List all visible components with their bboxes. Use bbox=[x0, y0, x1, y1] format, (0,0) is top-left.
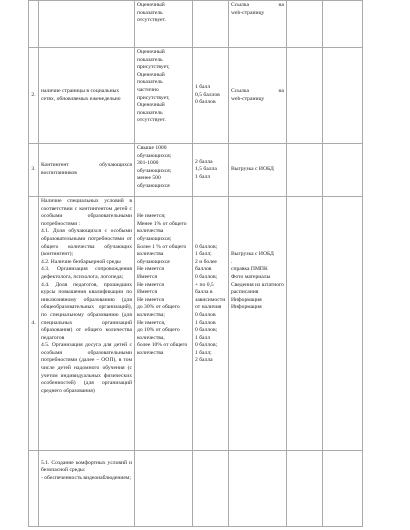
points-cell: 1 балл 0,5 баллов 0 баллов bbox=[193, 48, 229, 144]
criteria-line: Оценочный bbox=[137, 2, 165, 8]
criteria-cell: Свыше 1000 обучающихся; 301-1000 обучающихся; менее 500 обучающихся bbox=[135, 144, 193, 197]
row-number-cell bbox=[29, 451, 39, 527]
row-number-cell bbox=[29, 1, 39, 48]
indicator-text: наличие страницы в социальных сетях, обновляемых еженедельно bbox=[41, 87, 121, 102]
criteria-line: показатель bbox=[137, 9, 163, 16]
proof-cell bbox=[229, 1, 287, 48]
indicator-cell bbox=[39, 451, 135, 527]
criteria-cell bbox=[135, 1, 193, 48]
indicator-text: 4.1. Доля обучающихся с особыми образовательными потребностями от общего количества обучающих (контингент); bbox=[41, 228, 132, 258]
indicator-text: 4.5. Организация досуга для детей с особыми образовательными потребностями (далее – ООП), в том числе детей надомного обучения (с учетом индивидуальных физических особенностей) (для организаций среднего образования) bbox=[41, 342, 132, 394]
table-row bbox=[29, 144, 363, 197]
table-row bbox=[29, 48, 363, 144]
points-cell bbox=[193, 1, 229, 48]
criteria-line: отсутствует. bbox=[137, 17, 166, 24]
row-number-cell: 4. bbox=[29, 197, 39, 451]
points-cell: 0 баллов; 1 балл; 2 и более баллов 0 баллов; + по 0,5 балла в зависимости от наличия 0 баллов 1 баллов 0 баллов; 1 балл 0 баллов; 1 балл; 2 балла bbox=[193, 197, 229, 451]
proof-cell: Выгрузка с ИОБД . справка ПМПК Фото материалы Сведения из штатного расписания Информация Информация bbox=[229, 197, 287, 451]
indicator-text: Контингент обучающихся bbox=[41, 162, 132, 169]
proof-cell bbox=[229, 451, 287, 527]
indicator-text: 4.2. Наличие безбарьерной среды bbox=[41, 258, 121, 265]
criteria-table bbox=[28, 0, 363, 527]
row-number-cell: 2. bbox=[29, 48, 39, 144]
table-row bbox=[29, 197, 363, 451]
indicator-cell bbox=[39, 1, 135, 48]
criteria-cell: Оценочный показатель присутствует, Оценочный показатель частично присутствует, Оценочный показатель отсутствует. bbox=[135, 48, 193, 144]
indicator-text: 5.1. Создание комфортных условий и безопасной среды: bbox=[41, 459, 132, 474]
criteria-cell bbox=[135, 451, 193, 527]
proof-line: web-страницу bbox=[231, 9, 265, 16]
indicator-text: Наличие специальных условий в соответствии с контингентом детей с особыми образовательными потребностями : bbox=[41, 198, 132, 227]
proof-line: Ссылка на bbox=[231, 2, 284, 8]
table-row bbox=[29, 451, 363, 527]
indicator-text: 4.4. Доля педагогов, прошедших курсы повышения квалификации по инклюзивному образованию (для общеобразовательных организаций), по специальному образованию (для специальных организаций образования) от общего количества педагогов bbox=[41, 281, 132, 341]
indicator-text: - обеспеченность видеонаблюдением; bbox=[41, 474, 131, 481]
criteria-cell: Не имеется; Менее 1% от общего количества обучающихся; Более 1 % от общего количества обучающихся Не имеется Имеется Не имеется Имеется Не имеется до 30% от общего количества; Не имеется, до 10% от общего количества, более 10% от общего количества bbox=[135, 197, 193, 451]
row-number-cell: 3. bbox=[29, 144, 39, 197]
indicator-cell bbox=[39, 48, 135, 144]
table-row bbox=[29, 1, 363, 48]
indicator-text: 4.3. Организация сопровождения дефектолога, психолога, логопеда; bbox=[41, 266, 132, 280]
points-cell: 2 балла 1,5 балла 1 балл bbox=[193, 144, 229, 197]
indicator-cell bbox=[39, 197, 135, 451]
indicator-cell: Контингент обучающихся воспитанников bbox=[39, 144, 135, 197]
proof-cell: Выгрузка с ИОБД bbox=[229, 144, 287, 197]
proof-line: Ссылка на bbox=[231, 87, 284, 94]
points-cell bbox=[193, 451, 229, 527]
proof-cell: Ссылка на web-страницу bbox=[229, 48, 287, 144]
